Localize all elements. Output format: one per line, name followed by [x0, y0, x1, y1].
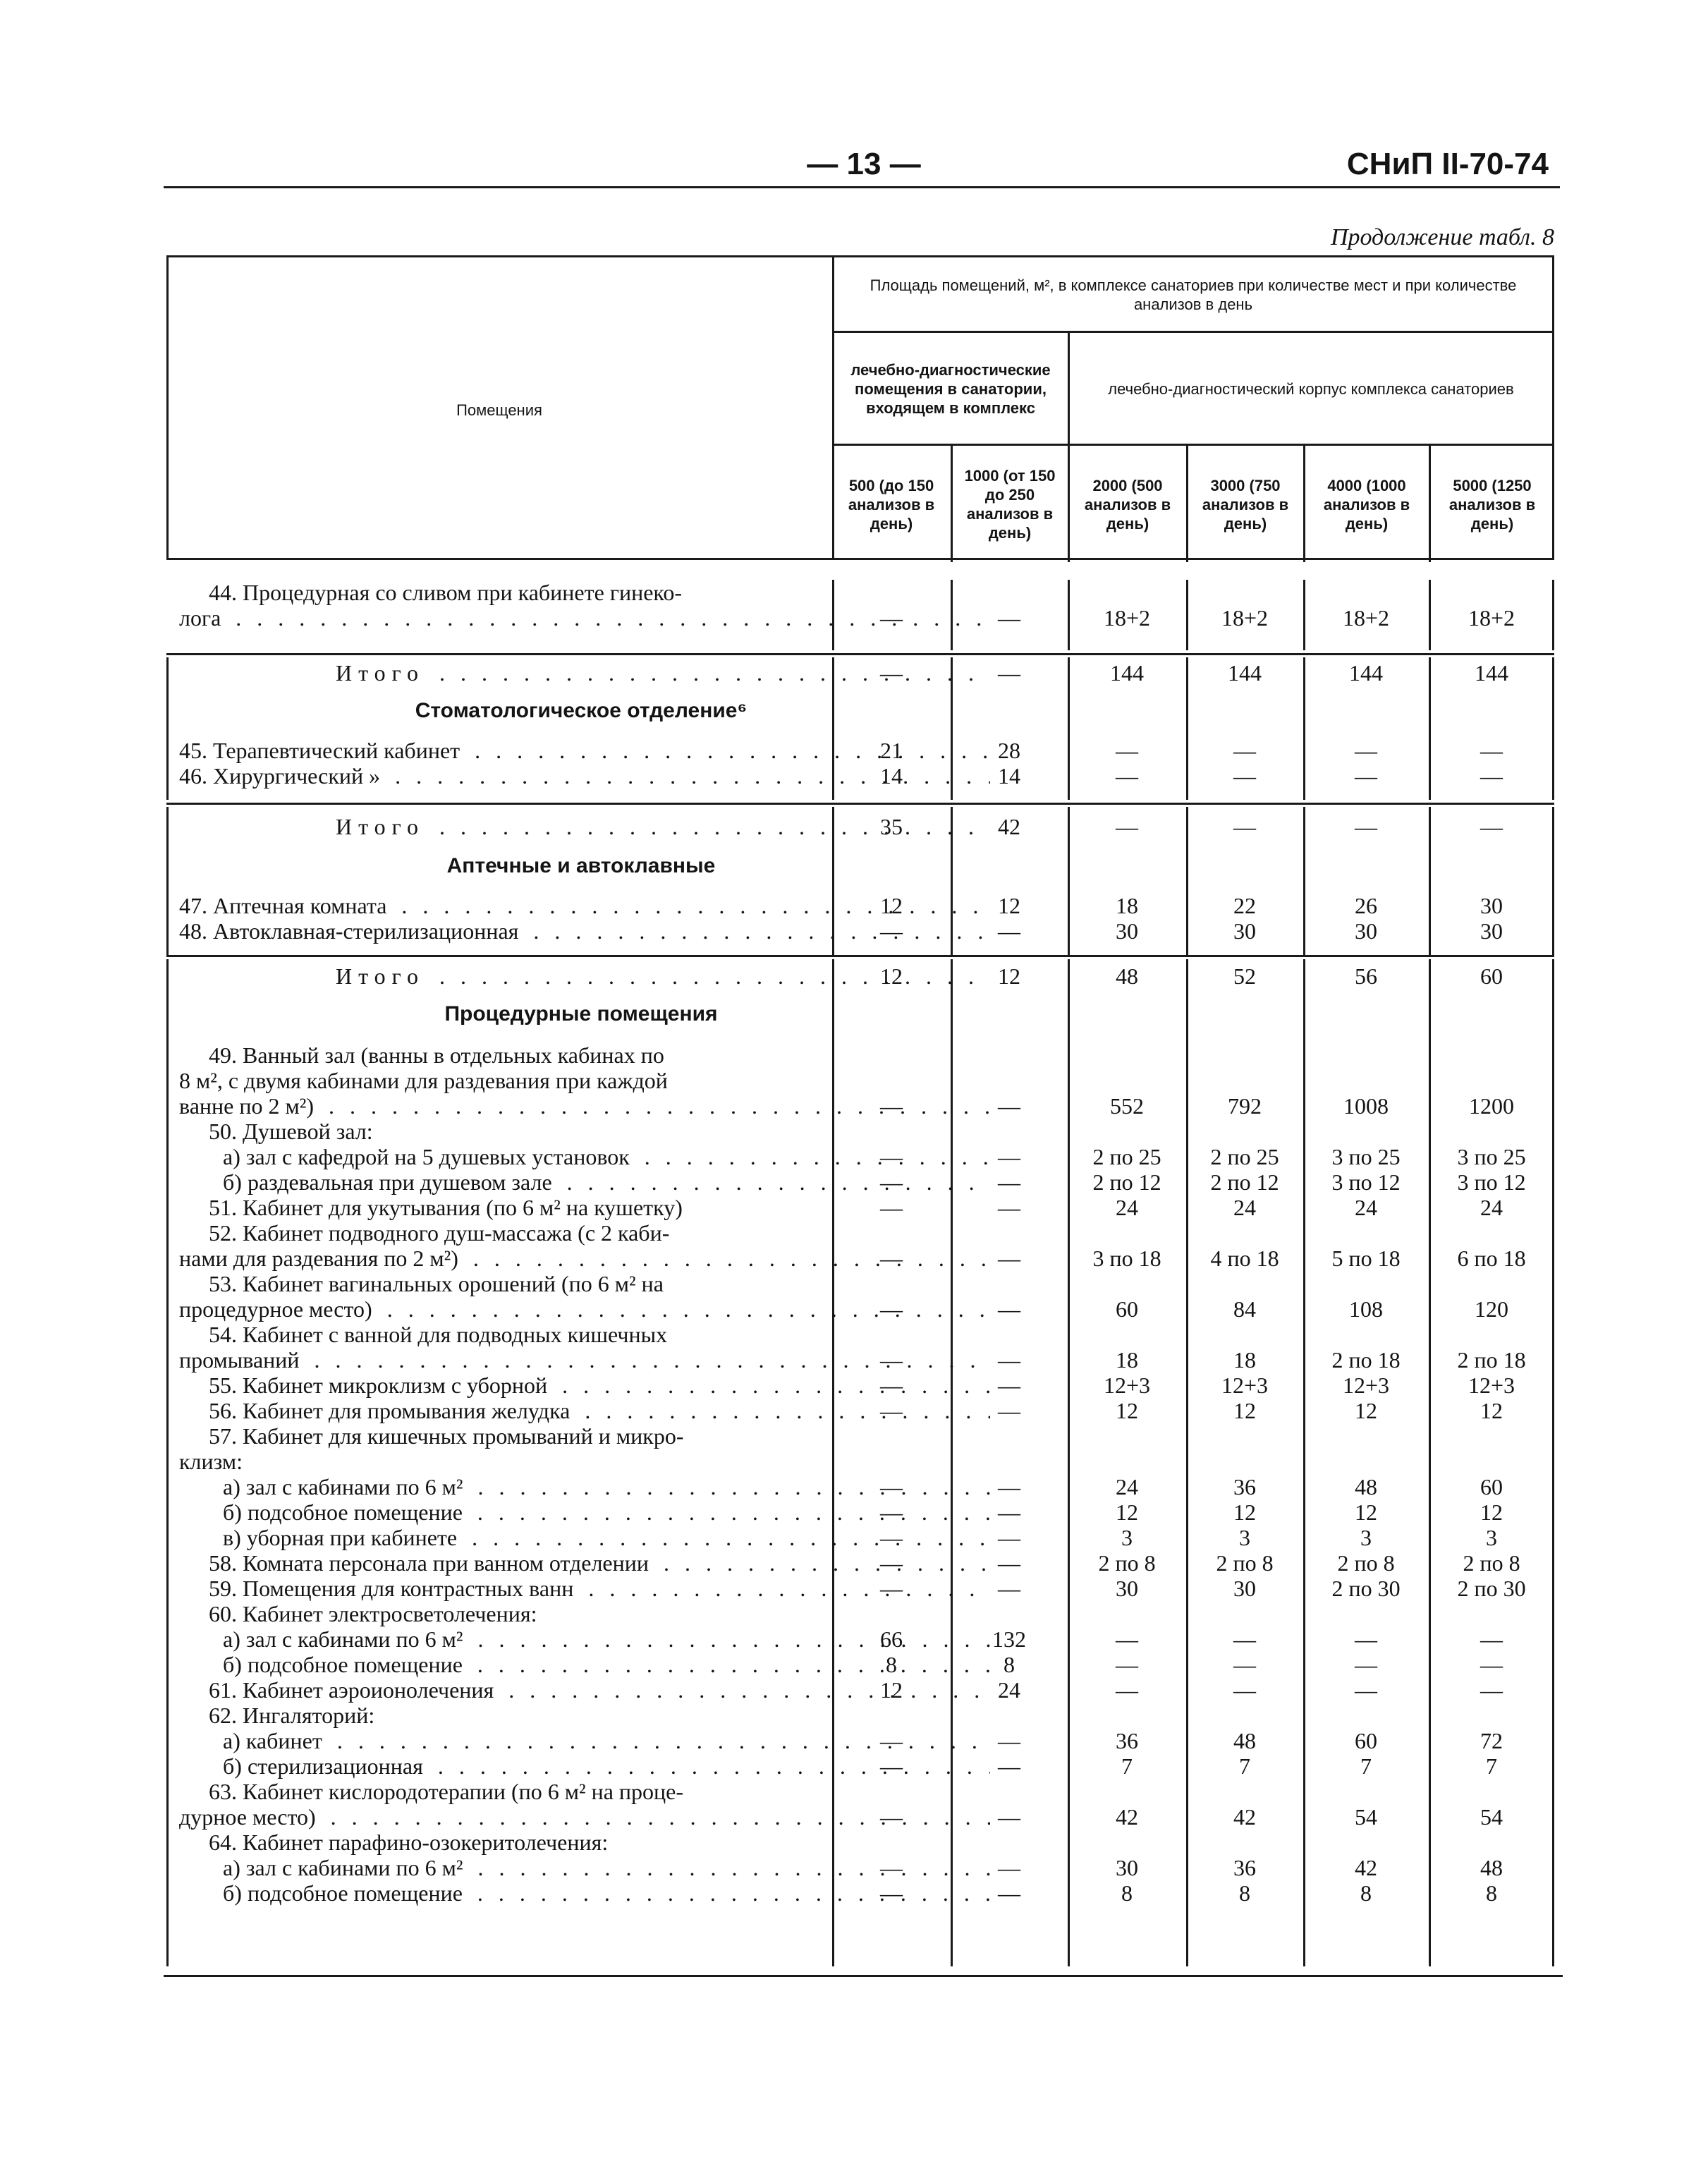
cell: 12+3: [1468, 1373, 1515, 1398]
cell: —: [1233, 1626, 1256, 1652]
column-header-4000: 4000 (1000 анализов в день): [1323, 476, 1410, 533]
cell: 12+3: [1342, 1373, 1390, 1398]
cell: 7: [1121, 1753, 1133, 1779]
row-label: нами для раздевания по 2 м²) . . .: [179, 1246, 990, 1271]
table-row: [166, 1246, 1554, 1271]
cell: —: [880, 1576, 903, 1601]
cell: 3 по 25: [1331, 1144, 1401, 1169]
cell: 42: [998, 814, 1020, 839]
cell: 6 по 18: [1457, 1246, 1526, 1271]
cell: 84: [1233, 1296, 1256, 1322]
cell: —: [998, 1474, 1020, 1499]
cell: —: [1355, 738, 1377, 763]
cell: —: [998, 918, 1020, 944]
table-row: [166, 1880, 1554, 1906]
cell: —: [880, 1398, 903, 1423]
cell: 144: [1349, 660, 1383, 686]
cell: 26: [1355, 893, 1377, 918]
document-code: СНиП II-70-74: [1346, 147, 1549, 181]
cell: 24: [1116, 1474, 1138, 1499]
cell: 3: [1239, 1525, 1250, 1550]
row-label: 62. Ингаляторий:: [209, 1703, 990, 1728]
cell: 14: [998, 763, 1020, 789]
cell: —: [998, 1804, 1020, 1830]
cell: 24: [1355, 1195, 1377, 1220]
table-row-total: [166, 963, 1554, 989]
table-row: [166, 1347, 1554, 1373]
header-rule: [164, 186, 1560, 188]
cell: 12: [1480, 1499, 1503, 1525]
cell: 24: [998, 1677, 1020, 1703]
cell: 12: [998, 893, 1020, 918]
cell: —: [880, 1373, 903, 1398]
cell: 22: [1233, 893, 1256, 918]
row-label: а) зал с кабинами по 6 м² . . .: [223, 1474, 990, 1499]
page-number: — 13 —: [807, 147, 921, 181]
cell: —: [1355, 763, 1377, 789]
cell: 8: [1004, 1652, 1015, 1677]
row-label: 63. Кабинет кислородотерапии (по 6 м² на проце-: [209, 1779, 990, 1804]
cell: 12: [1355, 1398, 1377, 1423]
cell: 30: [1233, 918, 1256, 944]
cell: —: [998, 1855, 1020, 1880]
row-label: 60. Кабинет электросветолечения:: [209, 1601, 990, 1626]
cell: —: [880, 1144, 903, 1169]
row-label: в) уборная при кабинете . . .: [223, 1525, 990, 1550]
row-label: б) раздевальная при душевом зале . . .: [223, 1169, 990, 1195]
table-row: [166, 605, 1554, 631]
table-row: [166, 738, 1554, 763]
cell: 12: [1355, 1499, 1377, 1525]
cell: —: [1116, 763, 1138, 789]
cell: —: [998, 1347, 1020, 1373]
cell: —: [880, 1474, 903, 1499]
cell: —: [1355, 814, 1377, 839]
cell: 1200: [1469, 1093, 1514, 1119]
row-label: б) подсобное помещение . . .: [223, 1880, 990, 1906]
table-head: [166, 255, 1554, 560]
cell: 30: [1355, 918, 1377, 944]
cell: 60: [1116, 1296, 1138, 1322]
cell: —: [880, 1499, 903, 1525]
row-group-pharmacy: [166, 807, 1554, 955]
row-label: ванне по 2 м²) . . .: [179, 1093, 990, 1119]
cell: —: [998, 1753, 1020, 1779]
cell: 8: [1360, 1880, 1372, 1906]
cell: 72: [1480, 1728, 1503, 1753]
cell: 2 по 30: [1457, 1576, 1526, 1601]
cell: 1008: [1343, 1093, 1389, 1119]
row-label: 8 м², с двумя кабинами для раздевания при каждой: [179, 1068, 990, 1093]
row-label: 58. Комната персонала при ванном отделении . . .: [209, 1550, 990, 1576]
cell: 12+3: [1221, 1373, 1269, 1398]
cell: 2 по 25: [1210, 1144, 1279, 1169]
cell: —: [880, 918, 903, 944]
column-header-3000: 3000 (750 анализов в день): [1202, 476, 1289, 533]
table-row: [166, 1576, 1554, 1601]
cell: 36: [1116, 1728, 1138, 1753]
cell: —: [880, 1296, 903, 1322]
cell: 18: [1116, 1347, 1138, 1373]
cell: 18+2: [1468, 605, 1515, 631]
row-label: 46. Хирургический » . . .: [179, 763, 990, 789]
cell: —: [880, 1804, 903, 1830]
cell: —: [998, 1373, 1020, 1398]
cell: 54: [1480, 1804, 1503, 1830]
table-row: [166, 1296, 1554, 1322]
cell: —: [998, 1093, 1020, 1119]
cell: 3 по 12: [1457, 1169, 1526, 1195]
cell: 30: [1480, 893, 1503, 918]
cell: 24: [1480, 1195, 1503, 1220]
cell: —: [1233, 1652, 1256, 1677]
cell: —: [998, 1525, 1020, 1550]
cell: —: [880, 1753, 903, 1779]
cell: —: [1116, 1677, 1138, 1703]
cell: 30: [1233, 1576, 1256, 1601]
cell: 48: [1116, 963, 1138, 989]
table-row: [166, 1474, 1554, 1499]
row-label: 45. Терапевтический кабинет . . .: [179, 738, 990, 763]
cell: —: [880, 1195, 903, 1220]
cell: —: [1355, 1652, 1377, 1677]
table-row: [166, 1525, 1554, 1550]
cell: —: [998, 1880, 1020, 1906]
cell: 18+2: [1221, 605, 1269, 631]
row-label: промываний . . .: [179, 1347, 990, 1373]
cell: —: [1116, 1652, 1138, 1677]
cell: —: [880, 1550, 903, 1576]
cell: 48: [1355, 1474, 1377, 1499]
cell: —: [1233, 763, 1256, 789]
column-header-2000: 2000 (500 анализов в день): [1084, 476, 1171, 533]
section-heading: Стоматологическое отделение⁶: [415, 699, 748, 722]
cell: 792: [1228, 1093, 1262, 1119]
table-row: [166, 1093, 1554, 1119]
cell: 60: [1480, 1474, 1503, 1499]
row-label: б) стерилизационная . . .: [223, 1753, 990, 1779]
cell: —: [1355, 1677, 1377, 1703]
table-row: [166, 893, 1554, 918]
row-label: 59. Помещения для контрастных ванн . . .: [209, 1576, 990, 1601]
row-label: а) зал с кафедрой на 5 душевых установок . . .: [223, 1144, 990, 1169]
row-label: а) кабинет . . .: [223, 1728, 990, 1753]
cell: 60: [1355, 1728, 1377, 1753]
cell: 12: [880, 893, 903, 918]
cell: —: [880, 1525, 903, 1550]
cell: 36: [1233, 1474, 1256, 1499]
table-row: [166, 763, 1554, 789]
cell: —: [880, 605, 903, 631]
column-header-1000: 1000 (от 150 до 250 анализов в день): [964, 467, 1056, 542]
column-header-rooms: Помещения: [456, 401, 542, 419]
cell: 144: [1110, 660, 1144, 686]
row-label: б) подсобное помещение . . .: [223, 1499, 990, 1525]
cell: 2 по 18: [1457, 1347, 1526, 1373]
row-label: 49. Ванный зал (ванны в отдельных кабинах по: [209, 1042, 990, 1068]
cell: —: [880, 1093, 903, 1119]
cell: 2 по 18: [1331, 1347, 1401, 1373]
row-label: 52. Кабинет подводного душ-массажа (с 2 каби-: [209, 1220, 990, 1246]
cell: 3 по 18: [1092, 1246, 1161, 1271]
cell: —: [998, 1296, 1020, 1322]
table-body: [166, 560, 1554, 1978]
row-label: дурное место) . . .: [179, 1804, 990, 1830]
cell: —: [1355, 1626, 1377, 1652]
cell: 18+2: [1103, 605, 1151, 631]
row-label: Итого . . .: [336, 814, 990, 839]
cell: —: [998, 1144, 1020, 1169]
cell: 8: [1121, 1880, 1133, 1906]
cell: 42: [1116, 1804, 1138, 1830]
table-row: [166, 1728, 1554, 1753]
cell: —: [998, 1499, 1020, 1525]
cell: —: [1233, 738, 1256, 763]
cell: —: [1116, 738, 1138, 763]
cell: 52: [1233, 963, 1256, 989]
row-label: 53. Кабинет вагинальных орошений (по 6 м² на: [209, 1271, 990, 1296]
cell: 18+2: [1342, 605, 1390, 631]
cell: 552: [1110, 1093, 1144, 1119]
table-row: [166, 1398, 1554, 1423]
table-row-total: [166, 660, 1554, 686]
cell: —: [998, 1169, 1020, 1195]
row-label: 56. Кабинет для промывания желудка . . .: [209, 1398, 990, 1423]
cell: 30: [1116, 1855, 1138, 1880]
table-row: [166, 1499, 1554, 1525]
table-row: [166, 1652, 1554, 1677]
cell: —: [1480, 814, 1503, 839]
row-label: клизм:: [179, 1449, 990, 1474]
cell: 3: [1486, 1525, 1497, 1550]
table-row: [166, 1804, 1554, 1830]
cell: 3 по 12: [1331, 1169, 1401, 1195]
cell: 2 по 12: [1210, 1169, 1279, 1195]
cell: —: [880, 1880, 903, 1906]
cell: 30: [1116, 918, 1138, 944]
section-heading: Процедурные помещения: [444, 1002, 718, 1026]
cell: 7: [1239, 1753, 1250, 1779]
table-row: [166, 1753, 1554, 1779]
cell: 7: [1360, 1753, 1372, 1779]
row-label: 55. Кабинет микроклизм с уборной . . .: [209, 1373, 990, 1398]
cell: 12: [1233, 1398, 1256, 1423]
cell: —: [880, 1347, 903, 1373]
row-group-stomatology: [166, 657, 1554, 800]
cell: —: [1233, 1677, 1256, 1703]
cell: —: [998, 1576, 1020, 1601]
cell: —: [1480, 1677, 1503, 1703]
cell: —: [880, 660, 903, 686]
row-label: процедурное место) . . .: [179, 1296, 990, 1322]
cell: 8: [1239, 1880, 1250, 1906]
table-continuation-caption: Продолжение табл. 8: [1330, 224, 1554, 250]
cell: 12: [880, 963, 903, 989]
column-subgroup-sanatorium: лечебно-диагностические помещения в санатории, входящем в комплекс: [850, 360, 1051, 417]
cell: 2 по 8: [1216, 1550, 1274, 1576]
row-label: 50. Душевой зал:: [209, 1119, 990, 1144]
cell: 54: [1355, 1804, 1377, 1830]
row-label: 64. Кабинет парафино-озокеритолечения:: [209, 1830, 990, 1855]
row-label: б) подсобное помещение . . .: [223, 1652, 990, 1677]
cell: —: [998, 1398, 1020, 1423]
cell: 2 по 8: [1098, 1550, 1156, 1576]
cell: 30: [1116, 1576, 1138, 1601]
row-label: 47. Аптечная комната . . .: [179, 893, 990, 918]
cell: —: [1480, 1652, 1503, 1677]
cell: 18: [1233, 1347, 1256, 1373]
table-row: [166, 1550, 1554, 1576]
cell: 2 по 25: [1092, 1144, 1161, 1169]
cell: —: [880, 1246, 903, 1271]
cell: 120: [1475, 1296, 1508, 1322]
column-header-5000: 5000 (1250 анализов в день): [1448, 476, 1536, 533]
cell: 108: [1349, 1296, 1383, 1322]
row-label: Итого . . .: [336, 660, 990, 686]
table-row: [166, 918, 1554, 944]
cell: —: [998, 605, 1020, 631]
cell: —: [1480, 1626, 1503, 1652]
cell: 56: [1355, 963, 1377, 989]
cell: 12: [998, 963, 1020, 989]
cell: 3: [1121, 1525, 1133, 1550]
cell: 8: [1486, 1880, 1497, 1906]
cell: 3: [1360, 1525, 1372, 1550]
row-group-procedures: [166, 959, 1554, 1966]
cell: 5 по 18: [1331, 1246, 1401, 1271]
cell: 7: [1486, 1753, 1497, 1779]
cell: 24: [1233, 1195, 1256, 1220]
cell: 2 по 30: [1331, 1576, 1401, 1601]
cell: —: [998, 1246, 1020, 1271]
cell: 21: [880, 738, 903, 763]
row-group-44: [166, 580, 1554, 650]
cell: 42: [1233, 1804, 1256, 1830]
row-label: лога . . .: [179, 605, 990, 631]
row-label: 51. Кабинет для укутывания (по 6 м² на кушетку): [209, 1195, 990, 1220]
cell: —: [1116, 1626, 1138, 1652]
cell: 14: [880, 763, 903, 789]
table-bottom-rule: [164, 1975, 1563, 1977]
cell: 12: [1480, 1398, 1503, 1423]
column-subgroup-complex: лечебно-диагностический корпус комплекса санаториев: [1108, 379, 1514, 398]
cell: —: [880, 1728, 903, 1753]
cell: 36: [1233, 1855, 1256, 1880]
cell: 12+3: [1103, 1373, 1151, 1398]
cell: —: [1480, 738, 1503, 763]
cell: 12: [1116, 1398, 1138, 1423]
cell: —: [998, 1550, 1020, 1576]
cell: 2 по 8: [1463, 1550, 1520, 1576]
cell: 60: [1480, 963, 1503, 989]
cell: 144: [1228, 660, 1262, 686]
cell: 48: [1480, 1855, 1503, 1880]
cell: —: [1233, 814, 1256, 839]
cell: 66: [880, 1626, 903, 1652]
cell: 42: [1355, 1855, 1377, 1880]
row-label: а) зал с кабинами по 6 м² . . .: [223, 1855, 990, 1880]
cell: —: [998, 1195, 1020, 1220]
row-label: Итого . . .: [336, 963, 990, 989]
cell: 28: [998, 738, 1020, 763]
cell: 35: [880, 814, 903, 839]
cell: 12: [880, 1677, 903, 1703]
row-label: 57. Кабинет для кишечных промываний и микро-: [209, 1423, 990, 1449]
table-row: [166, 1855, 1554, 1880]
row-label: 61. Кабинет аэроионолечения . . .: [209, 1677, 990, 1703]
row-label: 48. Автоклавная-стерилизационная . . .: [179, 918, 990, 944]
cell: 4 по 18: [1210, 1246, 1279, 1271]
row-label: 44. Процедурная со сливом при кабинете гинеко-: [209, 580, 990, 605]
cell: 8: [886, 1652, 897, 1677]
table-row: [166, 1677, 1554, 1703]
cell: 3 по 25: [1457, 1144, 1526, 1169]
cell: 132: [992, 1626, 1026, 1652]
cell: 24: [1116, 1195, 1138, 1220]
row-label: 54. Кабинет с ванной для подводных кишечных: [209, 1322, 990, 1347]
cell: 12: [1116, 1499, 1138, 1525]
table-row: [166, 1626, 1554, 1652]
cell: —: [1116, 814, 1138, 839]
cell: 30: [1480, 918, 1503, 944]
table-row: [166, 1144, 1554, 1169]
cell: —: [998, 660, 1020, 686]
cell: 12: [1233, 1499, 1256, 1525]
cell: —: [998, 1728, 1020, 1753]
column-group-title: Площадь помещений, м², в комплексе санаториев при количестве мест и при количестве анализов в день: [870, 276, 1517, 313]
table-row: [166, 1373, 1554, 1398]
table-row-total: [166, 814, 1554, 839]
column-header-500: 500 (до 150 анализов в день): [848, 476, 935, 533]
cell: 18: [1116, 893, 1138, 918]
cell: —: [880, 1855, 903, 1880]
table-row: [166, 1169, 1554, 1195]
cell: 2 по 12: [1092, 1169, 1161, 1195]
cell: —: [880, 1169, 903, 1195]
row-label: а) зал с кабинами по 6 м² . . .: [223, 1626, 990, 1652]
cell: 2 по 8: [1337, 1550, 1395, 1576]
cell: 144: [1475, 660, 1508, 686]
section-heading: Аптечные и автоклавные: [446, 854, 716, 877]
cell: —: [1480, 763, 1503, 789]
cell: 48: [1233, 1728, 1256, 1753]
table-row: [166, 1195, 1554, 1220]
